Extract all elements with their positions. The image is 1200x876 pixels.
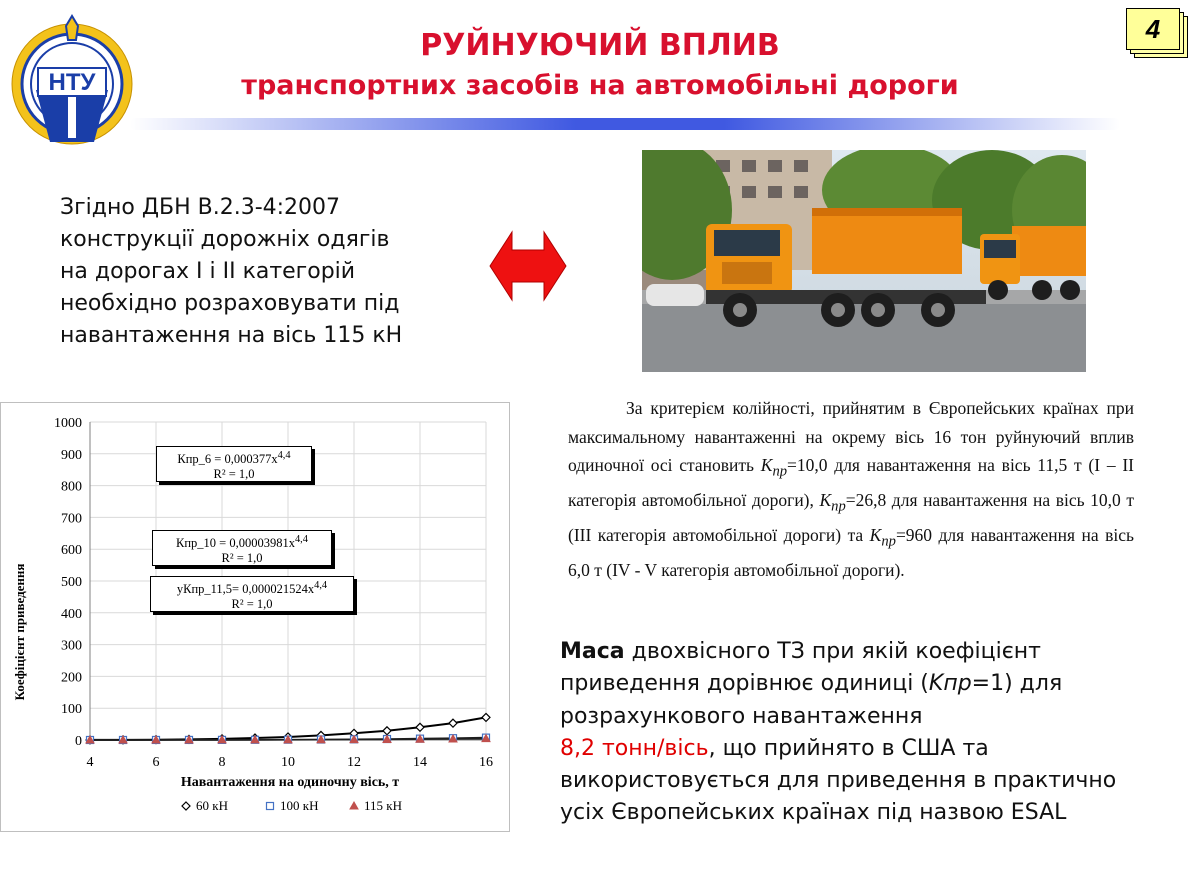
trendline-label-100kn: [152, 530, 332, 566]
k3-symbol: K: [869, 525, 882, 546]
dbn-line-5: навантаження на вісь 115 кН: [60, 323, 403, 348]
dbn-line-1: Згідно ДБН В.2.3-4:2007: [60, 195, 341, 220]
title-underline: [130, 118, 1120, 130]
page-number: 4: [1145, 13, 1161, 44]
mass-bold: Маса: [560, 639, 625, 664]
criterion-text-2: =10,0 для навантаження на вісь 11,5 т (І – ІІ категорія автомобільної дороги),: [568, 455, 1134, 511]
y-tick-label: 500: [61, 575, 82, 590]
y-tick-label: 200: [61, 670, 82, 686]
chart-y-axis-label: Коефіцієнт приведення: [12, 563, 27, 701]
criterion-text-3: =26,8 для навантаження на вісь 10,0 т (ІІІ категорія автомобільної дороги) та: [568, 490, 1134, 546]
mass-kpr: Kпр: [928, 671, 972, 697]
k1-subscript: пр: [772, 463, 788, 480]
trend-1-r2: R² = 1,0: [213, 467, 255, 482]
y-tick-label: 900: [61, 447, 82, 463]
trend-3-r2: R² = 1,0: [231, 597, 273, 612]
legend-label: 60 кН: [196, 798, 228, 813]
logo-monogram: НТУ: [48, 69, 96, 96]
mass-text-2: =1) для розрахункового навантаження: [560, 671, 1063, 729]
chart-legend: [182, 798, 402, 813]
y-tick-label: 600: [61, 543, 82, 559]
dbn-line-3: на дорогах І і ІІ категорій: [60, 259, 356, 284]
x-tick-label: 4: [86, 755, 94, 770]
legend-label: 115 кН: [364, 798, 402, 813]
y-tick-label: 0: [75, 734, 82, 749]
y-tick-label: 300: [61, 638, 82, 654]
x-tick-label: 16: [479, 755, 493, 770]
trend-1-equation: Кпр_6 = 0,000377x: [177, 452, 278, 467]
mass-red-value: 8,2 тонн/вісь: [560, 735, 709, 761]
trend-3-exponent: 4,4: [314, 580, 328, 591]
criterion-text-4: =960 для навантаження на вісь 6,0 т (IV - V категорія автомобільної дороги).: [568, 525, 1134, 581]
y-tick-label: 400: [61, 606, 82, 622]
double-headed-arrow-icon: [488, 226, 568, 306]
trend-3-equation: yКпр_11,5= 0,000021524x: [176, 582, 315, 597]
trend-2-r2: R² = 1,0: [221, 551, 263, 566]
dbn-line-2: конструкції дорожніх одягів: [60, 227, 390, 252]
x-tick-label: 12: [347, 755, 361, 770]
y-tick-label: 800: [61, 479, 82, 495]
mass-text-3: , що прийнято в США та використовується для приведення в практично усіх Європейських країнах під назвою ESAL: [560, 735, 1117, 826]
x-tick-label: 14: [413, 755, 427, 770]
slide-subtitle: транспортних засобів на автомобільні дороги: [241, 70, 959, 101]
legend-label: 100 кН: [280, 798, 319, 813]
trend-2-equation: Кпр_10 = 0,00003981x: [176, 536, 295, 551]
trend-2-exponent: 4,4: [294, 534, 308, 545]
mass-text-1: двохвісного ТЗ при якій коефіцієнт приведення дорівнює одиниці (: [560, 639, 1041, 697]
criterion-paragraph: [568, 394, 1134, 585]
trend-1-exponent: 4,4: [277, 450, 291, 461]
esal-mass-paragraph: [560, 636, 1160, 830]
x-tick-label: 10: [281, 755, 295, 770]
criterion-text-1: За критерієм колійності, прийнятим в Європейських країнах при максимальному навантаженні на окрему вісь 16 тон руйнуючий вплив одиночної осі становить: [568, 398, 1134, 476]
slide-title: РУЙНУЮЧИЙ ВПЛИВ: [420, 28, 780, 63]
k1-symbol: K: [760, 455, 773, 476]
chart-x-axis-label: Навантаження на одиночну вісь, т: [180, 775, 400, 790]
k3-subscript: пр: [881, 533, 896, 550]
k2-symbol: K: [819, 490, 832, 511]
k2-subscript: пр: [831, 498, 846, 515]
y-tick-label: 700: [61, 511, 82, 527]
y-tick-label: 100: [61, 702, 82, 718]
dbn-line-4: необхідно розраховувати під: [60, 291, 400, 316]
dump-truck-photo: [642, 150, 1086, 372]
y-tick-label: 1000: [54, 416, 82, 431]
x-tick-label: 8: [218, 755, 226, 770]
trendline-label-115kn: [150, 576, 354, 612]
data-point-square-marker: [267, 803, 274, 810]
trendline-label-60kn: [156, 446, 312, 482]
x-tick-label: 6: [152, 755, 160, 770]
dbn-requirement-text: [60, 192, 490, 352]
page-number-badge: [1124, 6, 1194, 62]
